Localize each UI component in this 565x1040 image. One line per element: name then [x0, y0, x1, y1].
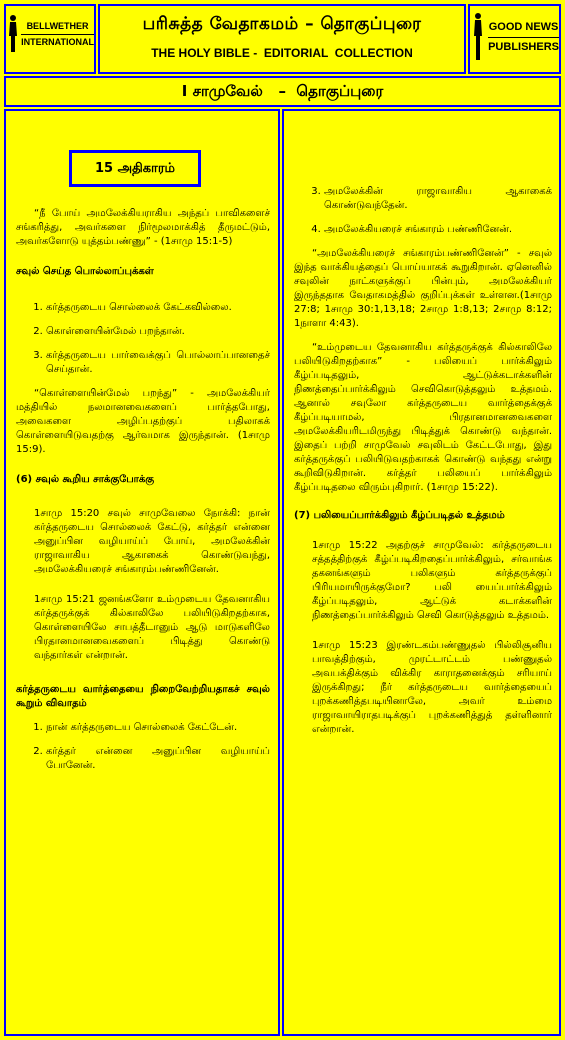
list-item: 3. கர்த்தருடைய பார்வைக்குப் பொல்லாப்பானதைச் செய்தான். [46, 349, 270, 377]
list-item: 2. கொள்ளையின்மேல் பறந்தான். [46, 325, 270, 339]
left-logo-line2: INTERNATIONAL [21, 36, 94, 47]
excuse-para-2: 1சாமு 15:21 ஜனங்களோ உம்முடைய தேவனாகிய கர்த்தருக்குக் கில்காலிலே பலியிடுகிறதற்காக, கொள்ளையிலே சாபத்தீடானும் ஆடு மாடுகளிலே பிரதானமானவைகளைப் பிடித்து கொண்டு வந்தார்கள் என்றான். [34, 594, 270, 661]
left-logo-line1: BELLWETHER [21, 19, 94, 35]
list-item: 1. கர்த்தருடைய சொல்லைக் கேட்கவில்லை. [46, 301, 270, 315]
title-english: THE HOLY BIBLE - EDITORIAL COLLECTION [151, 46, 413, 60]
left-logo-box [4, 4, 96, 74]
obey-para-1: 1சாமு 15:22 அதற்குச் சாமுவேல்: கர்த்தருடைய சத்தத்திற்குக் கீழ்ப்படிகிறதைப்பார்க்கிலும், சர்வாங்க தகனங்களும் பலிகளும் கர்த்தருக்குப் பிரியமாயிருக்குமோ? பலி யைப்பார்க்கிலும் கீழ்ப்படிதலும், ஆட்டுக் கடாக்களின் நிணத்தைப்பார்க்கிலும் செவி கொடுத்தலும் உத்தமம். [312, 540, 552, 621]
list-item: 3. அமலேக்கின் ராஜாவாகிய ஆகாகைக் கொண்டுவந்தேன். [324, 185, 552, 213]
claims-list-cont [294, 185, 552, 237]
chapter-box [69, 150, 201, 187]
claim-heading: கர்த்தருடைய வார்த்தையை நிறைவேற்றியதாகச் சவுல் கூறும் விவாதம் [16, 684, 270, 709]
right-logo-box [468, 4, 561, 74]
list-item: 1. நான் கர்த்தருடைய சொல்லைக் கேட்டேன். [46, 721, 270, 735]
obey-heading: (7) பலியைப்பார்க்கிலும் கீழ்ப்படிதல் உத்தமம் [294, 510, 505, 521]
list-item: 2. கர்த்தர் என்னை அனுப்பின வழியாய்ப் போனேன். [46, 745, 270, 773]
good-news-logo [470, 12, 559, 62]
right-logo-line2: PUBLISHERS [488, 40, 559, 53]
chapter-title: 15 அதிகாரம் [95, 161, 175, 176]
left-column [16, 150, 270, 783]
intro-para: “நீ போய் அமலேக்கியராகிய அந்தப் பாவிகளைச் சங்கரித்து, அவர்களை நிர்மூலமாக்கித் தீருமட்டும், அவர்களோடு யுத்தம்பண்ணு” - (1சாமு 15:1-5) [16, 208, 270, 247]
list-item: 4. அமலேக்கியரைச் சங்காரம் பண்ணினேன். [324, 223, 552, 237]
title-tamil: பரிசுத்த வேதாகமம் – தொகுப்புரை [142, 14, 422, 34]
excuse-para-1: 1சாமு 15:20 சவுல் சாமுவேலை நோக்கி: நான் கர்த்தருடைய சொல்லைக் கேட்டு, கர்த்தர் என்னை அனுப்பின வழியாய்ப் போய், அமலேக்கின் ராஜாவாகிய ஆகாகைக் கொண்டுவந்து, அமலேக்கியரைச் சங்காரம்பண்ணினேன். [34, 508, 270, 575]
plunder-para: “கொள்ளையின்மேல் பறந்து” - அமலேக்கியர் மத்தியில் நலமானவைகளைப் பார்த்தபோது, அவைகளை அழிப்பதற்குப் பதிலாகக் கொள்ளையிடுவதற்கு ஆர்வமாக இருந்தான். (1சாமு 15:9). [16, 388, 270, 455]
bellwether-logo [6, 14, 94, 54]
book-title-box [4, 76, 561, 107]
sins-list [16, 301, 270, 377]
claims-list [16, 721, 270, 773]
slaughter-para: “அமலேக்கியரைச் சங்காரம்பண்ணினேன்” - சவுல் இந்த வாக்கியத்தைப் பொய்யாகக் கூறுகிறான். ஏனெனில் சவுலின் நாட்களுக்குப் பின்பும், அமலேக்கியர் இருந்ததாக வேதாகமத்தில் குறிப்புக்கள் உள்ளன.(1சாமு 27:8; 1சாமு 30:1,13,18; 2சாமு 1:8,13; 2சாமு 8:12; 1நாளா 4:43). [294, 248, 552, 329]
sacrifice-para: “உம்முடைய தேவனாகிய கர்த்தருக்குக் கில்காலிலே பலியிடுகிறதற்காக” - பலியைப் பார்க்கிலும் கீழ்ப்படிதலும், ஆட்டுக்கடாக்களின் நிணத்தைப்பார்க்கிலும் செவிகொடுத்தலும் உத்தமம். ஆனால் சவுலோ கர்த்தருடைய வார்த்தைக்குக் கீழ்ப்படியாமல், பிரதானமானவைகளை அமலேக்கியரிடமிருந்து பிடித்துக் கொண்டு வந்தான். இதைப் பற்றி சாமுவேல் சவுலிடம் கேட்டபோது, இது கர்த்தருக்குப் பலியிடுவதற்காகக் கொண்டு வந்தது என்று கூறிவிடுகிறான். கர்த்தர் பலியைப் பார்க்கிலும் கீழ்ப்படிதலை விரும்புகிறார். (1சாமு 15:22). [294, 342, 552, 493]
bellwether-logo-figure-icon [7, 14, 19, 54]
sins-heading: சவுல் செய்த பொல்லாப்புக்கள் [16, 266, 154, 277]
obey-para-2: 1சாமு 15:23 இரண்டகம்பண்ணுதல் பில்லிசூனிய பாவத்திற்கும், முரட்டாட்டம் பண்ணுதல் அவபக்திக்கும் விக்கிர காராதனைக்கும் சரியாய் இருக்கிறது; நீர் கர்த்தருடைய வார்த்தையைப் புறக்கணித்தபடியினாலே, அவர் உம்மை ராஜாவாயிராதபடிக்குப் புறக்கணித்துத் தள்ளினார் என்றான். [312, 640, 552, 735]
right-logo-line1: GOOD NEWS [488, 18, 559, 38]
excuse-heading: (6) சவுல் கூறிய சாக்குபோக்கு [16, 474, 155, 485]
book-title: I சாமுவேல் – தொகுப்புரை [181, 82, 384, 100]
right-column [294, 185, 552, 747]
title-box [98, 4, 466, 74]
good-news-logo-figure-icon [472, 12, 484, 62]
